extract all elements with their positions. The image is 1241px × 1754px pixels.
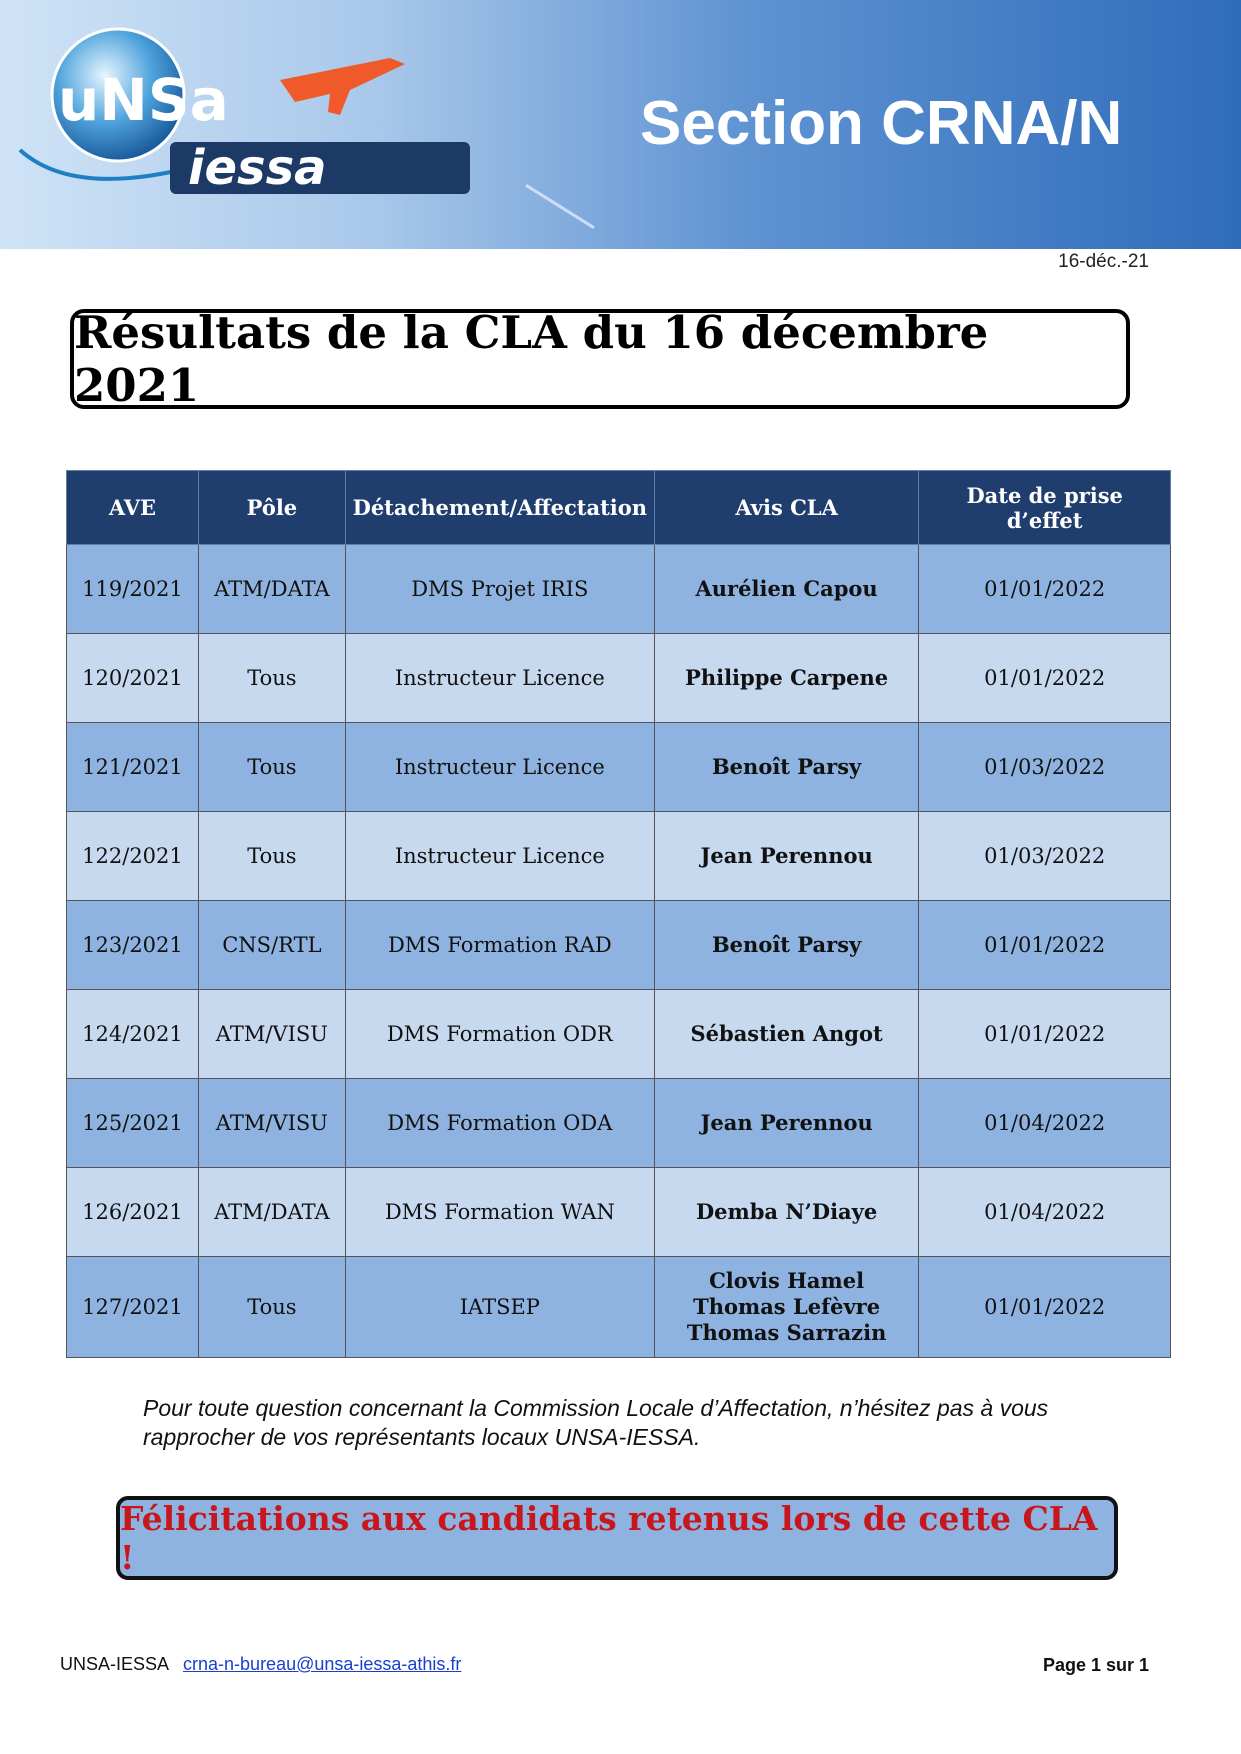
cell-affectation: IATSEP (345, 1257, 654, 1358)
page-title: Résultats de la CLA du 16 décembre 2021 (74, 306, 989, 412)
cell-affectation: DMS Formation WAN (345, 1168, 654, 1257)
cell-avis (654, 990, 919, 1079)
column-header-ave: AVE (67, 471, 199, 545)
avis-name: Jean Perennou (700, 1109, 873, 1135)
cell-date: 01/01/2022 (919, 901, 1171, 990)
question-note: Pour toute question concernant la Commission Locale d’Affectation, n’hésitez pas à vous rapprocher de vos représentants locaux UNSA-IESSA. (143, 1395, 1049, 1451)
congrats-box (116, 1496, 1118, 1580)
cell-pole: ATM/DATA (198, 1168, 345, 1257)
results-table (66, 470, 1171, 1358)
unsa-iessa-logo (10, 20, 480, 210)
avis-name: Aurélien Capou (695, 575, 878, 601)
cell-ave: 120/2021 (67, 634, 199, 723)
table-header-row (67, 471, 1171, 545)
avis-name: Philippe Carpene (685, 664, 889, 690)
cell-date: 01/01/2022 (919, 545, 1171, 634)
cell-date: 01/01/2022 (919, 634, 1171, 723)
title-box (70, 306, 1130, 412)
logo-unsa-text: uNSa (58, 66, 229, 134)
cell-pole: CNS/RTL (198, 901, 345, 990)
avis-name: Jean Perennou (700, 842, 873, 868)
cell-date: 01/04/2022 (919, 1079, 1171, 1168)
footer-email-link[interactable]: crna-n-bureau@unsa-iessa-athis.fr (183, 1654, 462, 1674)
footer-left (60, 1654, 461, 1675)
cell-ave: 124/2021 (67, 990, 199, 1079)
cell-affectation: DMS Projet IRIS (345, 545, 654, 634)
cell-ave: 121/2021 (67, 723, 199, 812)
avis-name: Benoît Parsy (711, 931, 862, 957)
cell-avis (654, 634, 919, 723)
cell-affectation: DMS Formation RAD (345, 901, 654, 990)
cell-date: 01/01/2022 (919, 990, 1171, 1079)
footer-org: UNSA-IESSA (60, 1654, 170, 1674)
cell-affectation: Instructeur Licence (345, 723, 654, 812)
cell-date: 01/03/2022 (919, 723, 1171, 812)
date-stamp: 16-déc.-21 (1058, 251, 1149, 272)
section-title: Section CRNA/N (640, 89, 1123, 158)
table-row (67, 1079, 1171, 1168)
cell-pole: Tous (198, 812, 345, 901)
cell-avis (654, 812, 919, 901)
avis-name: Clovis Hamel (709, 1267, 865, 1293)
cell-date: 01/01/2022 (919, 1257, 1171, 1358)
cell-avis (654, 1168, 919, 1257)
cell-ave: 127/2021 (67, 1257, 199, 1358)
table-row (67, 1168, 1171, 1257)
cell-ave: 125/2021 (67, 1079, 199, 1168)
cell-affectation: DMS Formation ODA (345, 1079, 654, 1168)
column-header-avis: Avis CLA (654, 471, 919, 545)
banner-streak (525, 184, 594, 229)
table-row (67, 812, 1171, 901)
avis-name: Thomas Sarrazin (686, 1320, 887, 1346)
avis-name: Demba N’Diaye (695, 1198, 878, 1224)
column-header-date: Date de prise d’effet (919, 471, 1171, 545)
column-header-affectation: Détachement/Affectation (345, 471, 654, 545)
avis-name: Thomas Lefèvre (693, 1293, 881, 1319)
table-body (67, 545, 1171, 1358)
cell-avis (654, 1257, 919, 1358)
cell-avis (654, 545, 919, 634)
cell-pole: ATM/VISU (198, 990, 345, 1079)
cell-avis (654, 723, 919, 812)
table-row (67, 1257, 1171, 1358)
cell-ave: 126/2021 (67, 1168, 199, 1257)
cell-avis (654, 1079, 919, 1168)
footer-page-number: Page 1 sur 1 (1042, 1655, 1149, 1675)
header-banner (0, 0, 1241, 249)
avis-name: Benoît Parsy (711, 753, 862, 779)
cell-ave: 119/2021 (67, 545, 199, 634)
table-row (67, 901, 1171, 990)
cell-affectation: Instructeur Licence (345, 812, 654, 901)
cell-date: 01/03/2022 (919, 812, 1171, 901)
cell-avis (654, 901, 919, 990)
avis-name: Sébastien Angot (690, 1020, 883, 1046)
cell-date: 01/04/2022 (919, 1168, 1171, 1257)
table-row (67, 723, 1171, 812)
table-row (67, 990, 1171, 1079)
cell-pole: ATM/DATA (198, 545, 345, 634)
cell-ave: 123/2021 (67, 901, 199, 990)
table-row (67, 545, 1171, 634)
cell-ave: 122/2021 (67, 812, 199, 901)
congrats-text: Félicitations aux candidats retenus lors de cette CLA ! (120, 1499, 1098, 1577)
logo-iessa-text: iessa (188, 140, 327, 196)
cell-affectation: Instructeur Licence (345, 634, 654, 723)
cell-pole: ATM/VISU (198, 1079, 345, 1168)
table-row (67, 634, 1171, 723)
cell-pole: Tous (198, 634, 345, 723)
column-header-pole: Pôle (198, 471, 345, 545)
cell-affectation: DMS Formation ODR (345, 990, 654, 1079)
cell-pole: Tous (198, 1257, 345, 1358)
cell-pole: Tous (198, 723, 345, 812)
